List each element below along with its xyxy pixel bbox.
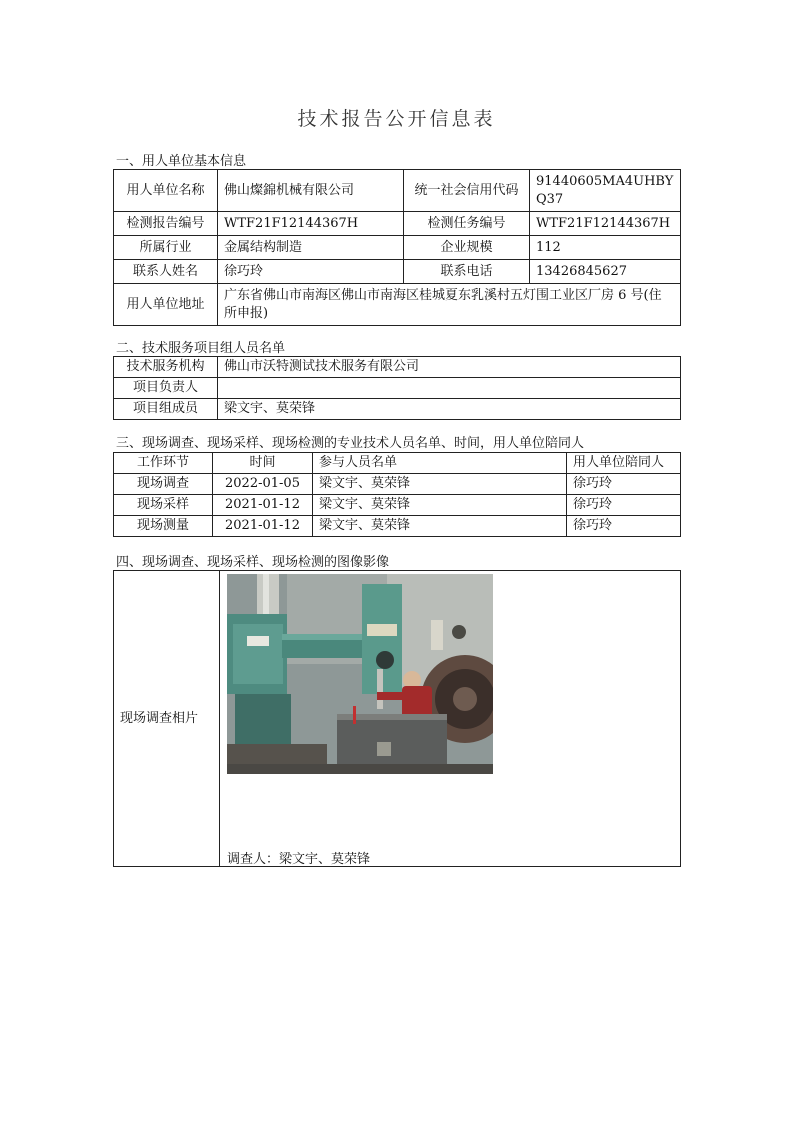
value-cell: WTF21F12144367H bbox=[530, 212, 681, 236]
label-cell: 项目组成员 bbox=[114, 399, 218, 420]
value-cell: 佛山燦錦机械有限公司 bbox=[218, 170, 404, 212]
project-team-table bbox=[113, 356, 681, 420]
table-row bbox=[114, 170, 681, 212]
date-cell: 2021-01-12 bbox=[213, 495, 313, 516]
table-row bbox=[114, 399, 681, 420]
staff-cell: 梁文宇、莫荣锋 bbox=[313, 516, 567, 537]
escort-cell: 徐巧玲 bbox=[567, 495, 681, 516]
column-header: 工作环节 bbox=[114, 453, 213, 474]
table-row bbox=[114, 212, 681, 236]
section-1-heading: 一、用人单位基本信息 bbox=[116, 154, 247, 169]
value-cell: 梁文宇、莫荣锋 bbox=[218, 399, 681, 420]
stage-cell: 现场调查 bbox=[114, 474, 213, 495]
table-row bbox=[114, 260, 681, 284]
label-cell: 检测任务编号 bbox=[404, 212, 530, 236]
label-cell: 用人单位地址 bbox=[114, 284, 218, 326]
label-cell: 检测报告编号 bbox=[114, 212, 218, 236]
page-title: 技术报告公开信息表 bbox=[297, 108, 496, 130]
label-cell: 企业规模 bbox=[404, 236, 530, 260]
label-cell: 用人单位名称 bbox=[114, 170, 218, 212]
date-cell: 2021-01-12 bbox=[213, 516, 313, 537]
label-cell: 项目负责人 bbox=[114, 378, 218, 399]
section-4-heading: 四、现场调查、现场采样、现场检测的图像影像 bbox=[116, 555, 390, 570]
value-cell: WTF21F12144367H bbox=[218, 212, 404, 236]
address-cell: 广东省佛山市南海区佛山市南海区桂城夏东乳溪村五灯围工业区厂房 6 号(住所申报) bbox=[218, 284, 681, 326]
table-row bbox=[114, 236, 681, 260]
table-row bbox=[114, 495, 681, 516]
value-cell: 金属结构制造 bbox=[218, 236, 404, 260]
field-work-table bbox=[113, 452, 681, 537]
table-row bbox=[114, 378, 681, 399]
employer-info-table bbox=[113, 169, 681, 326]
staff-cell: 梁文宇、莫荣锋 bbox=[313, 474, 567, 495]
value-cell: 徐巧玲 bbox=[218, 260, 404, 284]
label-cell: 统一社会信用代码 bbox=[404, 170, 530, 212]
staff-cell: 梁文宇、莫荣锋 bbox=[313, 495, 567, 516]
table-header-row bbox=[114, 453, 681, 474]
label-cell: 联系电话 bbox=[404, 260, 530, 284]
surveyor-caption: 调查人：梁文宇、莫荣锋 bbox=[227, 852, 371, 867]
value-cell: 91440605MA4UHBYQ37 bbox=[530, 170, 681, 212]
stage-cell: 现场采样 bbox=[114, 495, 213, 516]
section-2-heading: 二、技术服务项目组人员名单 bbox=[116, 341, 286, 356]
site-survey-photo bbox=[227, 574, 493, 774]
label-cell: 所属行业 bbox=[114, 236, 218, 260]
column-header: 参与人员名单 bbox=[313, 453, 567, 474]
label-cell: 联系人姓名 bbox=[114, 260, 218, 284]
stage-cell: 现场测量 bbox=[114, 516, 213, 537]
label-cell: 技术服务机构 bbox=[114, 357, 218, 378]
table-row bbox=[114, 357, 681, 378]
escort-cell: 徐巧玲 bbox=[567, 474, 681, 495]
escort-cell: 徐巧玲 bbox=[567, 516, 681, 537]
value-cell bbox=[218, 378, 681, 399]
table-row bbox=[114, 516, 681, 537]
value-cell: 佛山市沃特测试技术服务有限公司 bbox=[218, 357, 681, 378]
date-cell: 2022-01-05 bbox=[213, 474, 313, 495]
table-row bbox=[114, 284, 681, 326]
value-cell: 13426845627 bbox=[530, 260, 681, 284]
photo-label-cell: 现场调查相片 bbox=[114, 571, 220, 867]
value-cell: 112 bbox=[530, 236, 681, 260]
column-header: 时间 bbox=[213, 453, 313, 474]
column-header: 用人单位陪同人 bbox=[567, 453, 681, 474]
section-3-heading: 三、现场调查、现场采样、现场检测的专业技术人员名单、时间，用人单位陪同人 bbox=[116, 436, 585, 451]
table-row bbox=[114, 474, 681, 495]
